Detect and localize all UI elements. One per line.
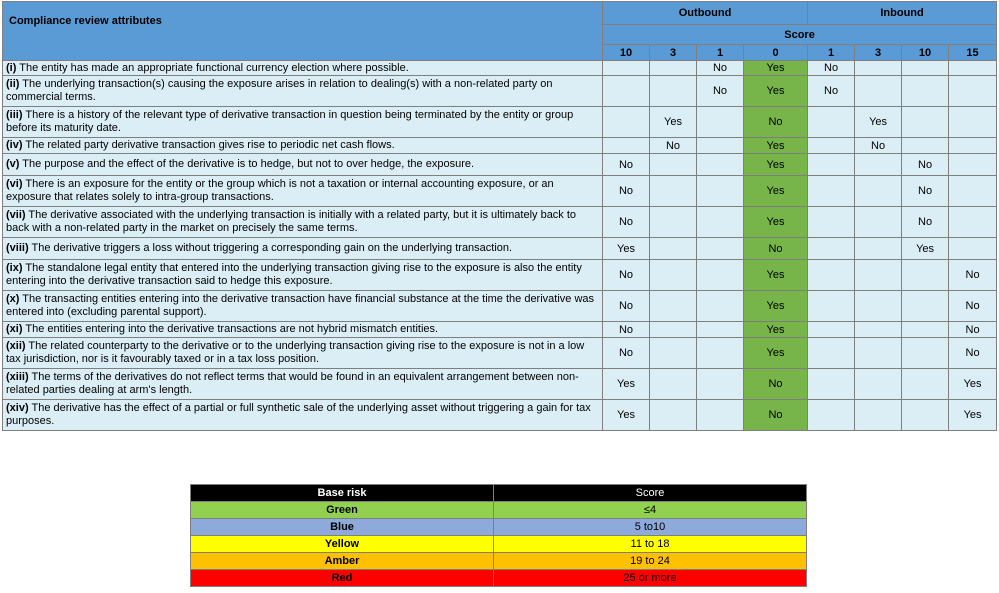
score-cell: No [603, 176, 650, 207]
score-cell: No [902, 207, 949, 238]
score-cell [902, 400, 949, 431]
score-cell [949, 154, 997, 176]
score-cell: Yes [744, 76, 808, 107]
score-cell [808, 138, 855, 154]
score-cell [650, 369, 697, 400]
attribute-number: (xi) [6, 323, 23, 335]
table-row [3, 369, 997, 400]
attribute-number: (xii) [6, 340, 26, 352]
attribute-number: (vi) [6, 178, 23, 190]
score-cell [949, 238, 997, 260]
score-cell [855, 238, 902, 260]
score-cell [697, 138, 744, 154]
legend-risk: Amber [191, 553, 494, 570]
score-cell [697, 107, 744, 138]
score-cell [697, 291, 744, 322]
score-cell [603, 61, 650, 76]
score-cell [808, 322, 855, 338]
score-cell [902, 76, 949, 107]
table-row [3, 400, 997, 431]
attribute-cell [3, 369, 603, 400]
score-cell [808, 176, 855, 207]
score-cell: Yes [949, 400, 997, 431]
base-risk-legend [190, 484, 807, 587]
score-cell: Yes [650, 107, 697, 138]
score-cell [902, 107, 949, 138]
attribute-text: The derivative associated with the underlying transaction is initially with a related party, but it is ultimately back to back with a non-related party in the market on precisely the same terms. [6, 209, 577, 234]
score-cell [902, 322, 949, 338]
score-cell [949, 176, 997, 207]
table-row [3, 338, 997, 369]
score-cell: Yes [744, 207, 808, 238]
attribute-text: The related counterparty to the derivative or to the underlying transaction giving rise to the exposure is not in a low tax jurisdiction, nor is it favourably taxed or in a tax loss position. [6, 340, 585, 365]
score-cell: No [650, 138, 697, 154]
score-cell [697, 322, 744, 338]
attribute-cell [3, 291, 603, 322]
score-column-header: 10 [603, 45, 650, 61]
score-cell [808, 207, 855, 238]
legend-risk: Blue [191, 519, 494, 536]
score-column-header: 1 [808, 45, 855, 61]
legend-row [191, 519, 807, 536]
score-cell [808, 338, 855, 369]
score-cell: No [603, 207, 650, 238]
score-cell: Yes [603, 369, 650, 400]
score-cell [650, 291, 697, 322]
score-cell: Yes [744, 138, 808, 154]
legend-header-score: Score [494, 485, 807, 502]
inbound-header: Inbound [808, 2, 997, 25]
attribute-text: There is an exposure for the entity or the group which is not a taxation or internal accounting exposure, or an exposure that relates solely to intra-group transactions. [6, 178, 554, 203]
legend-row [191, 570, 807, 587]
score-column-header: 1 [697, 45, 744, 61]
attribute-number: (viii) [6, 242, 29, 254]
attribute-text: The related party derivative transaction gives rise to periodic net cash flows. [22, 139, 395, 151]
score-cell [697, 400, 744, 431]
score-header: Score [603, 25, 997, 45]
table-row [3, 207, 997, 238]
attribute-text: The entities entering into the derivative transactions are not hybrid mismatch entities. [22, 323, 439, 335]
score-cell [603, 138, 650, 154]
attribute-cell [3, 176, 603, 207]
table-row [3, 61, 997, 76]
legend-risk: Yellow [191, 536, 494, 553]
score-cell: No [949, 322, 997, 338]
attribute-text: The derivative triggers a loss without triggering a corresponding gain on the underlying transaction. [28, 242, 513, 254]
score-cell [902, 61, 949, 76]
legend-score: ≤4 [494, 502, 807, 519]
score-cell [855, 322, 902, 338]
score-cell [697, 154, 744, 176]
score-column-header: 3 [855, 45, 902, 61]
legend-row [191, 553, 807, 570]
table-title: Compliance review attributes [3, 2, 603, 61]
score-cell [697, 260, 744, 291]
legend-score: 11 to 18 [494, 536, 807, 553]
score-column-header: 10 [902, 45, 949, 61]
score-cell: No [603, 291, 650, 322]
attribute-number: (vii) [6, 209, 26, 221]
attribute-cell [3, 400, 603, 431]
score-cell [603, 76, 650, 107]
score-cell: No [949, 338, 997, 369]
score-cell [855, 260, 902, 291]
score-cell [855, 76, 902, 107]
attribute-text: The purpose and the effect of the derivative is to hedge, but not to over hedge, the exposure. [19, 158, 475, 170]
attribute-number: (iv) [6, 139, 23, 151]
score-cell [697, 238, 744, 260]
attribute-text: The underlying transaction(s) causing the exposure arises in relation to dealing(s) with a non-related party on commercial terms. [6, 78, 553, 103]
score-column-header: 0 [744, 45, 808, 61]
table-row [3, 154, 997, 176]
score-cell [650, 207, 697, 238]
score-cell [650, 260, 697, 291]
table-row [3, 138, 997, 154]
score-cell [650, 176, 697, 207]
score-cell: Yes [902, 238, 949, 260]
table-row [3, 176, 997, 207]
attribute-cell [3, 61, 603, 76]
score-cell: No [697, 61, 744, 76]
score-cell: Yes [603, 400, 650, 431]
score-cell [603, 107, 650, 138]
score-cell [949, 61, 997, 76]
legend-row [191, 502, 807, 519]
score-cell [650, 61, 697, 76]
attribute-cell [3, 322, 603, 338]
score-cell [808, 400, 855, 431]
score-cell [808, 260, 855, 291]
attribute-text: The entity has made an appropriate functional currency election where possible. [16, 61, 409, 74]
attribute-cell [3, 107, 603, 138]
score-cell [902, 338, 949, 369]
attribute-number: (xiii) [6, 371, 29, 383]
legend-score: 19 to 24 [494, 553, 807, 570]
score-cell [650, 400, 697, 431]
score-cell [949, 107, 997, 138]
score-cell: No [603, 322, 650, 338]
score-column-header: 15 [949, 45, 997, 61]
attribute-number: (ix) [6, 262, 23, 274]
score-cell [650, 154, 697, 176]
score-cell [902, 369, 949, 400]
score-cell: No [603, 338, 650, 369]
legend-row [191, 536, 807, 553]
score-cell [855, 207, 902, 238]
score-cell [697, 338, 744, 369]
score-cell [697, 176, 744, 207]
table-row [3, 107, 997, 138]
score-cell: No [603, 154, 650, 176]
attribute-text: The transacting entities entering into the derivative transaction have financial substance at the time the derivative was entered into (excluding parental support). [6, 293, 595, 318]
attribute-text: The standalone legal entity that entered into the underlying transaction giving rise to the exposure is also the entity entering into the derivative transaction said to hedge this exposure. [6, 262, 582, 287]
score-cell [855, 154, 902, 176]
table-row [3, 260, 997, 291]
score-cell [650, 338, 697, 369]
attribute-cell [3, 207, 603, 238]
legend-risk: Green [191, 502, 494, 519]
score-cell [650, 76, 697, 107]
table-row [3, 322, 997, 338]
score-cell: No [808, 61, 855, 76]
score-cell: No [744, 238, 808, 260]
outbound-header: Outbound [603, 2, 808, 25]
attribute-number: (x) [6, 293, 20, 305]
score-cell: Yes [744, 338, 808, 369]
score-cell: Yes [603, 238, 650, 260]
score-cell: Yes [744, 154, 808, 176]
score-cell: Yes [949, 369, 997, 400]
legend-score: 25 or more [494, 570, 807, 587]
score-cell: No [603, 260, 650, 291]
score-cell: Yes [744, 260, 808, 291]
score-cell [697, 207, 744, 238]
score-cell [808, 291, 855, 322]
score-cell [650, 238, 697, 260]
score-cell: No [744, 107, 808, 138]
attribute-cell [3, 238, 603, 260]
attribute-cell [3, 76, 603, 107]
score-cell [902, 138, 949, 154]
attribute-cell [3, 138, 603, 154]
legend-score: 5 to10 [494, 519, 807, 536]
score-cell [949, 138, 997, 154]
attribute-text: There is a history of the relevant type of derivative transaction in question being terminated by the entity or group before its maturity date. [6, 109, 574, 134]
score-cell [808, 238, 855, 260]
score-cell: No [744, 369, 808, 400]
score-cell [902, 291, 949, 322]
attribute-text: The terms of the derivatives do not reflect terms that would be found in an equivalent arrangement between non-related parties dealing at arm's length. [6, 371, 579, 396]
score-cell [650, 322, 697, 338]
score-cell: No [902, 176, 949, 207]
score-cell: No [855, 138, 902, 154]
score-cell: No [949, 260, 997, 291]
legend-risk: Red [191, 570, 494, 587]
score-cell: Yes [744, 322, 808, 338]
score-cell: Yes [744, 176, 808, 207]
attribute-number: (iii) [6, 109, 23, 121]
table-row [3, 291, 997, 322]
score-cell [855, 176, 902, 207]
score-cell [855, 369, 902, 400]
attribute-number: (v) [6, 158, 20, 170]
table-row [3, 76, 997, 107]
score-cell [949, 76, 997, 107]
score-cell: Yes [744, 61, 808, 76]
score-cell [697, 369, 744, 400]
score-cell [902, 260, 949, 291]
score-cell: No [744, 400, 808, 431]
score-cell: No [949, 291, 997, 322]
attribute-number: (i) [6, 61, 17, 74]
score-cell: No [902, 154, 949, 176]
score-cell: No [697, 76, 744, 107]
score-cell: Yes [744, 291, 808, 322]
score-cell [808, 107, 855, 138]
compliance-review-table [2, 1, 997, 431]
score-cell [855, 338, 902, 369]
attribute-number: (xiv) [6, 402, 29, 414]
attribute-number: (ii) [6, 78, 20, 90]
score-cell: No [808, 76, 855, 107]
attribute-cell [3, 154, 603, 176]
table-row [3, 238, 997, 260]
score-cell [855, 400, 902, 431]
attribute-cell [3, 338, 603, 369]
attribute-text: The derivative has the effect of a partial or full synthetic sale of the underlying asset without triggering a gain for tax purposes. [6, 402, 591, 427]
score-cell [808, 369, 855, 400]
score-cell [855, 61, 902, 76]
score-column-header: 3 [650, 45, 697, 61]
score-cell [949, 207, 997, 238]
score-cell [808, 154, 855, 176]
score-cell: Yes [855, 107, 902, 138]
attribute-cell [3, 260, 603, 291]
legend-header-base-risk: Base risk [191, 485, 494, 502]
score-cell [855, 291, 902, 322]
